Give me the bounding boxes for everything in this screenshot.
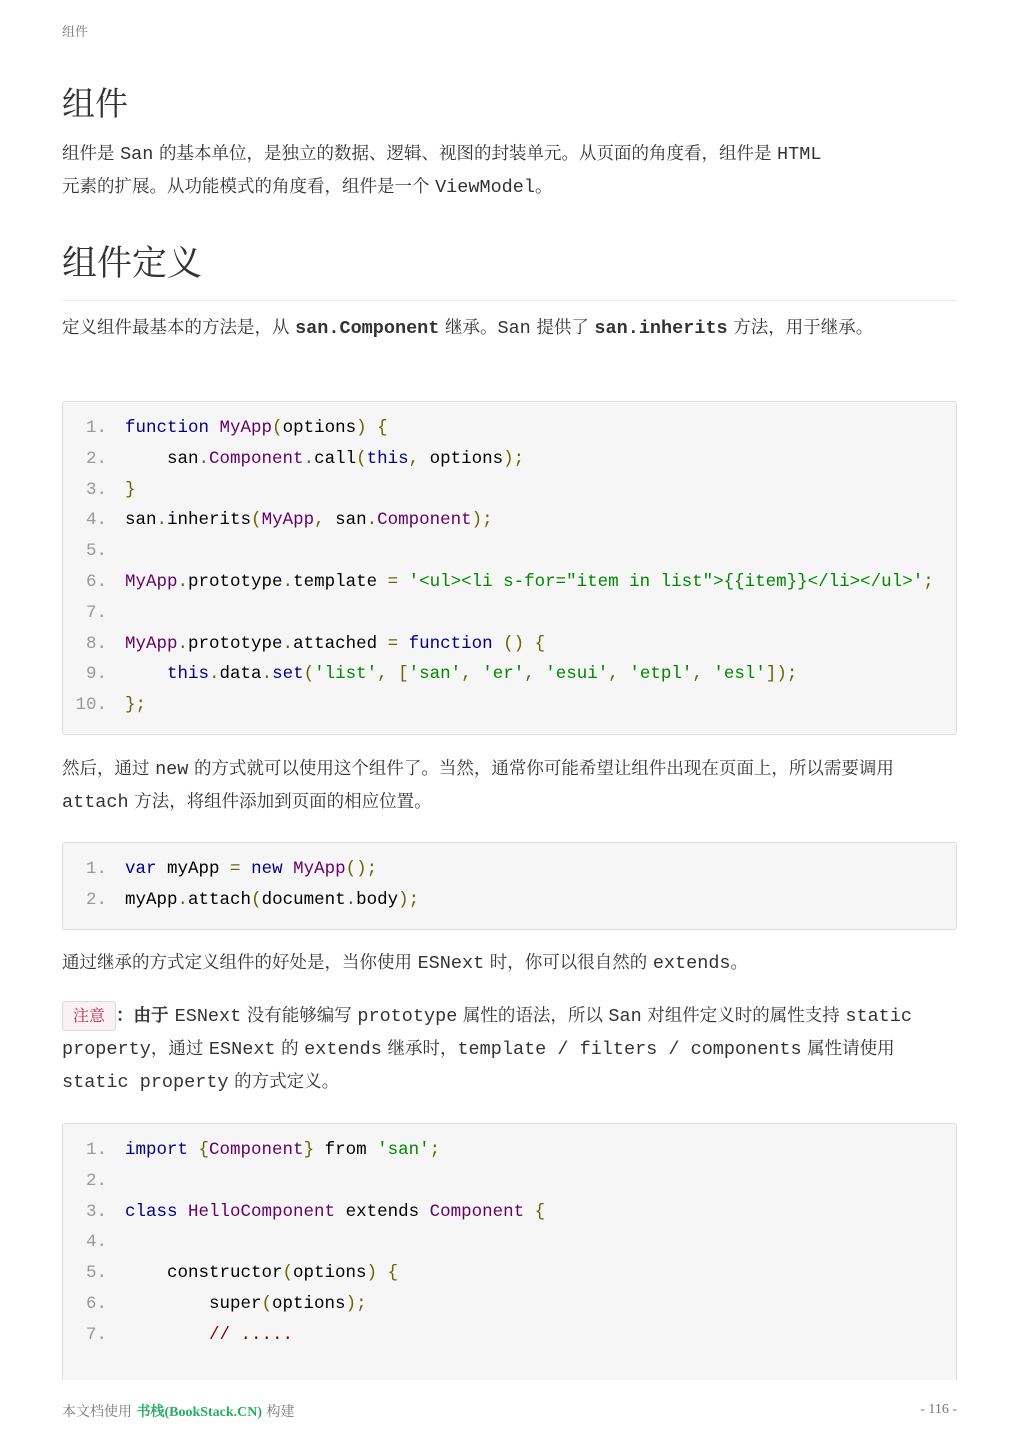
line-number: 10.	[75, 695, 107, 716]
code-line	[63, 413, 956, 444]
inline-code: San	[120, 144, 154, 165]
code-line	[63, 1289, 956, 1320]
inline-code: San	[497, 318, 531, 339]
line-number: 1.	[85, 859, 107, 879]
then-paragraph: 然后，通过 new 的方式就可以使用这个组件了。当然，通常你可能希望让组件出现在页面上，所以需要调用 attach 方法，将组件添加到页面的相应位置。	[62, 759, 894, 813]
code-line	[63, 629, 956, 660]
code-line	[63, 536, 956, 567]
code-text: function MyApp(options) {	[125, 418, 388, 438]
inline-code: San	[608, 1006, 642, 1027]
code-line	[63, 1197, 956, 1228]
inline-code: ViewModel	[435, 177, 535, 198]
inline-code: static property	[62, 1072, 229, 1093]
code-block-esnext-class	[62, 1123, 957, 1380]
code-text: this.data.set('list', ['san', 'er', 'esui', 'etpl', 'esl']);	[167, 664, 798, 685]
inline-code: HTML	[777, 144, 822, 165]
code-line	[63, 1135, 956, 1166]
line-number: 6.	[85, 572, 107, 592]
note-paragraph: 注意 ：由于 ESNext 没有能够编写 prototype 属性的语法，所以 San 对组件定义时的属性支持 static property，通过 ESNext 的 extends 继承时，template / filters / components 属性请使用 static property 的方式定义。	[62, 1000, 957, 1099]
line-number: 5.	[85, 541, 107, 562]
code-line	[63, 1166, 956, 1197]
inline-code: prototype	[357, 1006, 458, 1027]
page-title: 组件	[62, 84, 128, 123]
line-number: 7.	[85, 1324, 107, 1345]
code-text: constructor(options) {	[125, 1263, 399, 1284]
code-text: // .....	[209, 1324, 294, 1345]
inline-code: ESNext	[208, 1039, 276, 1060]
inline-code-bold: san.Component	[295, 318, 440, 339]
code-line	[63, 505, 956, 536]
define-paragraph: 定义组件最基本的方法是，从 san.Component 继承。San 提供了 san.inherits 方法，用于继承。	[62, 318, 874, 339]
line-number: 4.	[85, 510, 107, 531]
code-line	[63, 1258, 956, 1289]
footer-brand-link[interactable]: 书栈(BookStack.CN)	[136, 1405, 263, 1420]
inline-code: extends	[304, 1039, 382, 1060]
inline-code-bold: san.inherits	[594, 318, 728, 339]
line-number: 3.	[85, 1201, 107, 1222]
code-line	[63, 567, 956, 598]
code-text: myApp.attach(document.body);	[125, 889, 420, 910]
code-line	[63, 1227, 956, 1258]
code-text: san.Component.call(this, options);	[125, 448, 525, 469]
inline-code: extends	[652, 953, 731, 974]
code-line	[63, 659, 956, 690]
code-line	[63, 475, 956, 506]
line-number: 2.	[85, 1170, 107, 1191]
code-text: var myApp = new MyApp();	[125, 859, 378, 879]
esnext-paragraph: 通过继承的方式定义组件的好处是，当你使用 ESNext 时，你可以很自然的 extends。	[62, 953, 749, 974]
line-number: 8.	[85, 633, 107, 654]
inline-code: ESNext	[417, 953, 485, 974]
line-number: 7.	[85, 602, 107, 623]
line-number: 2.	[85, 448, 107, 469]
code-line	[63, 444, 956, 475]
intro-paragraph: 组件是 San 的基本单位，是独立的数据、逻辑、视图的封装单元。从页面的角度看，组件是 HTML 元素的扩展。从功能模式的角度看，组件是一个 ViewModel。	[62, 144, 822, 198]
code-text: class HelloComponent extends Component {	[125, 1201, 546, 1222]
line-number: 6.	[85, 1294, 107, 1314]
inline-code: static property	[62, 1006, 912, 1060]
code-text: };	[125, 695, 147, 716]
code-text: san.inherits(MyApp, san.Component);	[125, 510, 493, 531]
section-heading: 组件定义	[62, 236, 957, 301]
code-block-attach	[62, 842, 957, 930]
inline-code: template / filters / components	[457, 1039, 802, 1060]
inline-code: attach	[62, 792, 129, 813]
code-line	[63, 1320, 956, 1351]
line-number: 2.	[85, 889, 107, 910]
code-text: }	[125, 479, 136, 500]
line-number: 4.	[85, 1232, 107, 1253]
inline-code: new	[155, 759, 189, 780]
line-number: 1.	[85, 418, 107, 438]
code-text: super(options);	[125, 1294, 367, 1314]
code-line	[63, 690, 956, 721]
code-text: MyApp.prototype.attached = function () {	[125, 633, 546, 654]
inline-code: ESNext	[174, 1006, 242, 1027]
code-text: MyApp.prototype.template = '<ul><li s-for="item in list">{{item}}</li></ul>';	[125, 572, 934, 592]
code-line	[63, 598, 956, 629]
breadcrumb: 组件	[62, 25, 89, 40]
code-line	[63, 885, 956, 916]
line-number: 9.	[85, 664, 107, 685]
code-line	[63, 854, 956, 885]
note-badge: 注意	[62, 1001, 116, 1031]
line-number: 5.	[85, 1263, 107, 1284]
footer-credit: 本文档使用 书栈(BookStack.CN) 构建	[62, 1404, 295, 1420]
code-block-component-definition	[62, 401, 957, 735]
page-number: - 116 -	[920, 1402, 957, 1417]
code-text: import {Component} from 'san';	[125, 1140, 441, 1160]
line-number: 3.	[85, 479, 107, 500]
line-number: 1.	[85, 1140, 107, 1160]
